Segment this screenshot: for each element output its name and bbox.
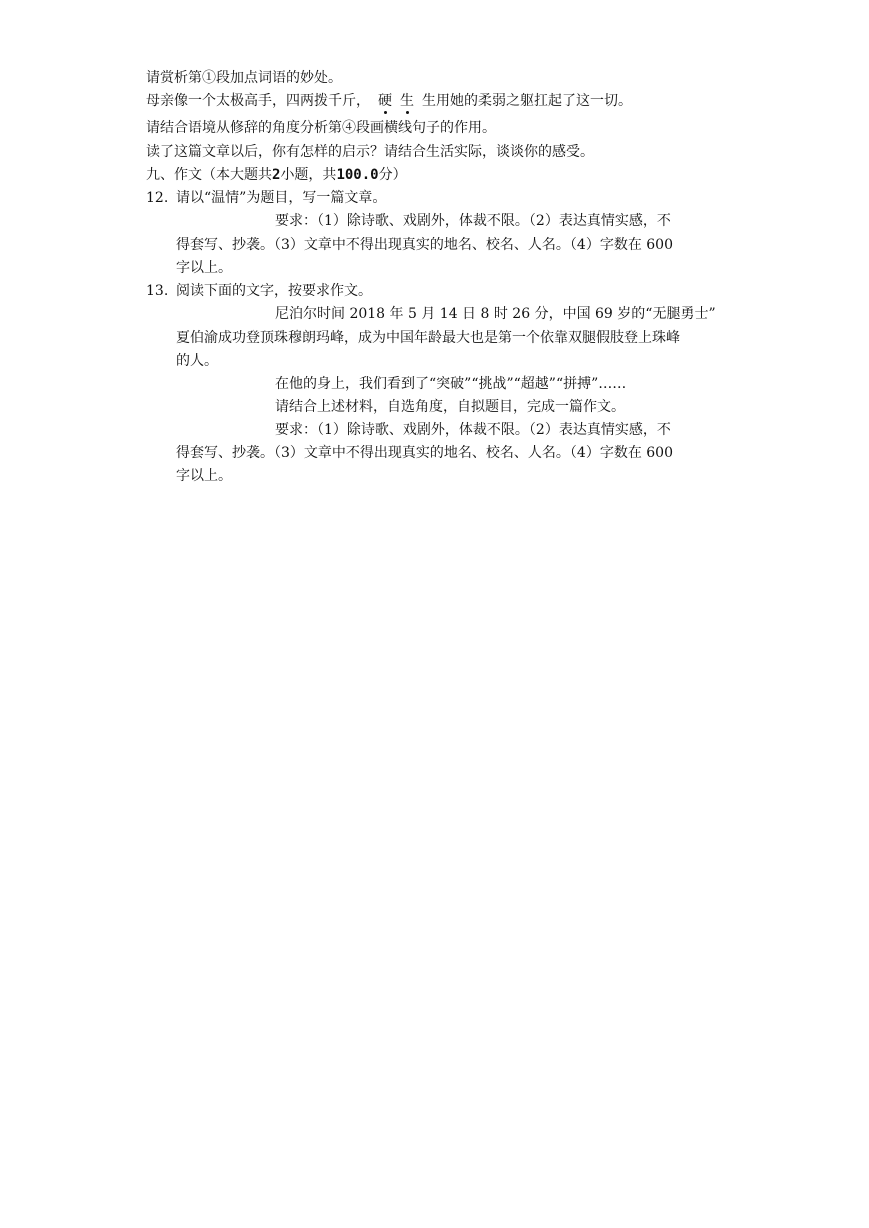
question-12-number: 12. — [146, 190, 169, 206]
question-1-text: 请赏析第①段加点词语的妙处。 — [146, 70, 342, 86]
question-2-text: 请结合语境从修辞的角度分析第④段画横线句子的作用。 — [146, 120, 496, 136]
section-heading — [146, 166, 407, 184]
question-12-prompt: 请以“温情”为题目，写一篇文章。 — [176, 190, 387, 206]
question-13-requirement-line-3: 字以上。 — [176, 468, 232, 484]
question-3-text: 读了这篇文章以后，你有怎样的启示？请结合生活实际，谈谈你的感受。 — [146, 144, 594, 160]
section-total-score: 100.0 — [336, 167, 379, 183]
section-title-prefix: 九、作文（本大题共 — [146, 167, 272, 183]
question-13-requirement-line-1: 要求：（1）除诗歌、戏剧外，体裁不限。（2）表达真情实感，不 — [275, 422, 671, 438]
question-12-requirement-line-2: 得套写、抄袭。（3）文章中不得出现真实的地名、校名、人名。（4）字数在 600 — [176, 237, 673, 253]
question-12-requirement-line-1: 要求：（1）除诗歌、戏剧外，体裁不限。（2）表达真情实感，不 — [275, 213, 671, 229]
question-13-material-line-3: 的人。 — [176, 353, 218, 369]
section-title-suffix: 分） — [378, 167, 407, 183]
question-12-requirement-line-3: 字以上。 — [176, 260, 232, 276]
dotted-word-1: 硬 — [378, 93, 392, 109]
question-1-quote — [146, 92, 632, 110]
quote-prefix: 母亲像一个太极高手，四两拨千斤， — [146, 93, 370, 109]
question-13-number: 13. — [146, 283, 169, 299]
question-13-material-line-4: 在他的身上，我们看到了“突破”“挑战”“超越”“拼搏”…… — [275, 376, 627, 392]
question-13-instruction: 请结合上述材料，自选角度，自拟题目，完成一篇作文。 — [275, 399, 625, 415]
question-13-prompt: 阅读下面的文字，按要求作文。 — [176, 283, 372, 299]
section-question-count: 2 — [272, 167, 281, 183]
quote-suffix: 生用她的柔弱之躯扛起了这一切。 — [422, 93, 632, 109]
question-13-material-line-1: 尼泊尔时间 2018 年 5 月 14 日 8 时 26 分，中国 69 岁的“无腿勇士” — [275, 306, 716, 322]
question-13-requirement-line-2: 得套写、抄袭。（3）文章中不得出现真实的地名、校名、人名。（4）字数在 600 — [176, 445, 673, 461]
section-title-middle: 小题，共 — [280, 167, 337, 183]
question-13-material-line-2: 夏伯渝成功登顶珠穆朗玛峰，成为中国年龄最大也是第一个依靠双腿假肢登上珠峰 — [176, 330, 680, 346]
dotted-word-2: 生 — [400, 93, 414, 109]
